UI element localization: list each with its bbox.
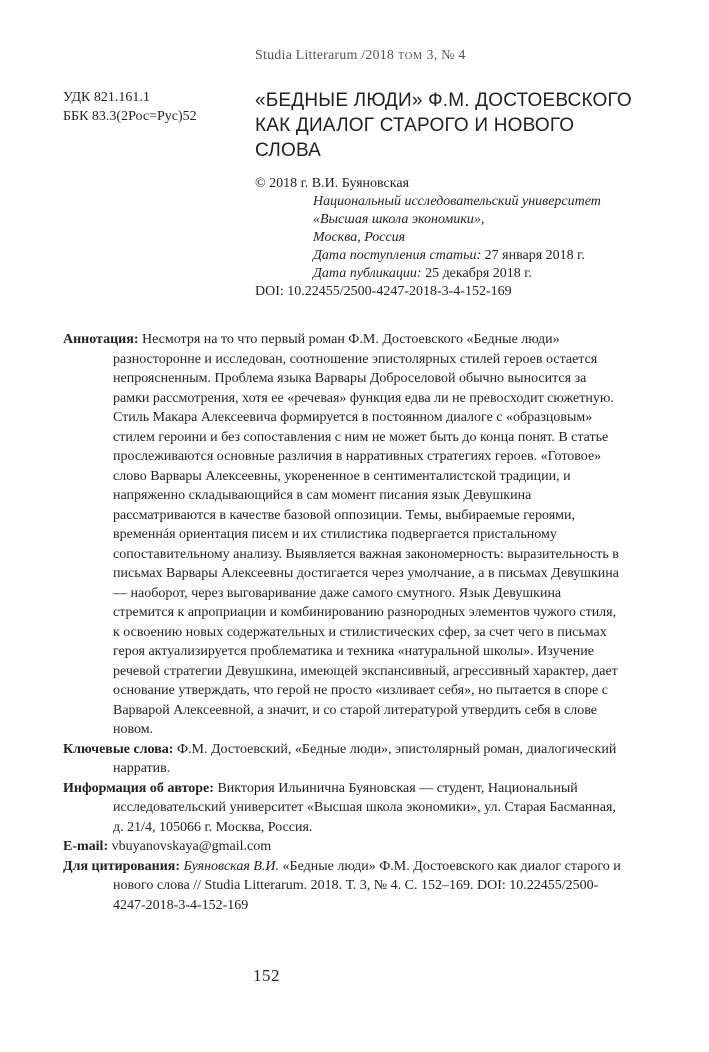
affiliation-line: Москва, Россия [313, 230, 406, 245]
citation-text: «Бедные люди» Ф.М. Достоевского как диалог старого и нового слова // Studia Litterarum. 2018. Т. 3, № 4. С. 152–169. DOI: 10.22455/2500-4247-2018-3-4-152-169 [113, 858, 621, 913]
title-line: КАК ДИАЛОГ СТАРОГО И НОВОГО [255, 115, 575, 136]
keywords-paragraph [63, 740, 623, 779]
volume-label: ТОМ [397, 51, 423, 62]
copyright-line: © 2018 г. В.И. Буяновская [255, 176, 410, 191]
email-value[interactable]: vbuyanovskaya@gmail.com [111, 839, 272, 854]
volume-issue: 3, № 4 [426, 48, 466, 63]
email-paragraph [63, 837, 623, 857]
published-date [255, 265, 601, 283]
abstract-section [63, 330, 623, 915]
citation-author: Буяновская В.И. [183, 858, 280, 874]
abstract-paragraph [63, 330, 623, 740]
keywords-label: Ключевые слова: [63, 741, 174, 757]
affiliation-line: «Высшая школа экономики», [313, 212, 485, 227]
title-line: СЛОВА [255, 140, 322, 161]
affiliation-line: Национальный исследовательский университет [313, 194, 601, 209]
page-number: 152 [253, 966, 280, 985]
citation-label: Для цитирования: [63, 858, 181, 874]
doi-line: DOI: 10.22455/2500-4247-2018-3-4-152-169 [255, 284, 512, 299]
udc-code: УДК 821.161.1 [63, 90, 150, 105]
classification-codes [63, 88, 197, 126]
received-label: Дата поступления статьи: [313, 248, 482, 263]
author-info-paragraph [63, 779, 623, 838]
abstract-text: Несмотря на то что первый роман Ф.М. Достоевского «Бедные люди» разносторонне и исследован, соотношение эпистолярных стилей героев остается непроясненным. Проблема языка Варвары Доброселовой обычно выносится за рамки рассмотрения, хотя ее «речевая» функция едва ли не превосходит сюжетную. Стиль Макара Алексеевича формируется в постоянном диалоге с «образцовым» стилем героини и без сопоставления с ним не может быть до конца понят. В статье прослеживаются основные различия в нарративных стратегиях героев. «Готовое» слово Варвары Алексеевны, укорененное в сентименталистской традиции, и напряженно складывающийся в сам момент писания язык Девушкина рассматриваются в качестве базовой оппозиции. Темы, выбираемые героями, временнáя ориентация писем и их стилистика подвергается пристальному сопоставительному анализу. Выявляется важная закономерность: выразительность в письмах Варвары Алексеевны достигается через умолчание, а в письмах Девушкина — наоборот, через выговаривание даже самого смутного. Язык Девушкина стремится к апроприации и комбинированию разнородных элементов чужого стиля, к освоению новых содержательных и стилистических сфер, за счет чего в письмах героя актуализируется проблематика и техника «натуральной школы». Изучение речевой стратегии Девушкина, имеющей экспансивный, агрессивный характер, дает основание утверждать, что герой не просто «изливает себя», но пытается в споре с Варварой Алексеевной, а значит, и со старой литературой утвердить себя в слове новом. [113, 332, 619, 737]
article-title [255, 88, 645, 163]
bbk-code: ББК 83.3(2Рос=Рус)52 [63, 109, 197, 124]
author-block [255, 175, 601, 301]
citation-paragraph [63, 857, 623, 916]
email-label: E-mail: [63, 839, 109, 854]
title-line: «БЕДНЫЕ ЛЮДИ» Ф.М. ДОСТОЕВСКОГО [255, 90, 632, 111]
published-label: Дата публикации: [313, 266, 422, 281]
published-value: 25 декабря 2018 г. [425, 266, 532, 281]
abstract-label: Аннотация: [63, 332, 139, 347]
received-date [255, 247, 601, 265]
received-value: 27 января 2018 г. [484, 248, 585, 263]
keywords-text: Ф.М. Достоевский, «Бедные люди», эпистолярный роман, диалогический нарратив. [113, 741, 617, 776]
running-header [255, 48, 466, 64]
author-info-label: Информация об авторе: [63, 780, 214, 796]
journal-name: Studia Litterarum /2018 [255, 48, 395, 63]
author-info-text: Виктория Ильинична Буяновская — студент, Национальный исследовательский университет «Высшая школа экономики», ул. Старая Басманная, д. 21/4, 105066 г. Москва, Россия. [113, 780, 616, 835]
